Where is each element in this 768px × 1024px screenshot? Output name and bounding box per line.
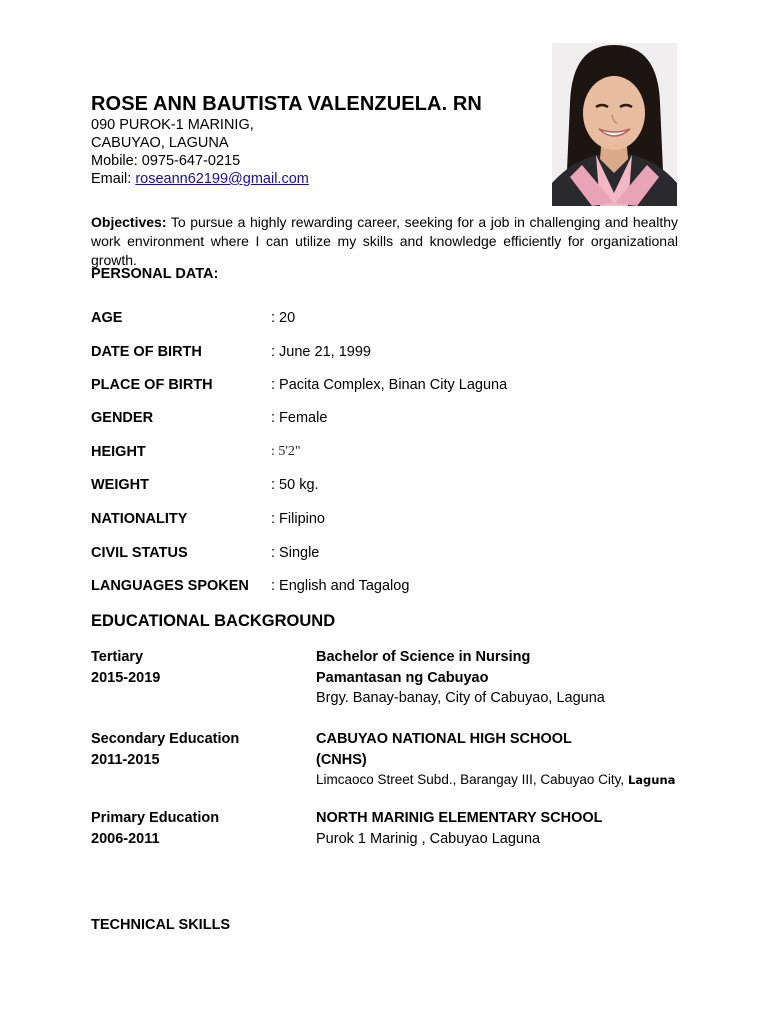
applicant-name: ROSE ANN BAUTISTA VALENZUELA. RN [91,93,482,115]
row-value: : 20 [271,310,296,326]
objectives-text: To pursue a highly rewarding career, seeking for a job in challenging and healthy work environment where I can utilize my skills and knowledge efficiently for organizational growth. [91,214,679,268]
school-address: Purok 1 Marinig , Cabuyao Laguna [316,830,541,847]
row-label: PLACE OF BIRTH [91,377,213,393]
secondary-detail-block [316,729,675,791]
primary-detail-block [316,808,603,849]
tertiary-detail-block [316,647,605,709]
row-value: : June 21, 1999 [271,344,371,360]
school-address: Brgy. Banay-banay, City of Cabuyao, Laguna [316,690,605,706]
row-value: : 50 kg. [271,477,319,493]
education-level: Primary Education [91,810,220,826]
primary-level-block [91,808,219,849]
school-name: Pamantasan ng Cabuyao [316,669,489,686]
row-value: : 5'2" [271,444,301,459]
school-address [316,770,675,791]
education-years: 2011-2015 [91,751,160,768]
personal-row-nationality [91,511,711,531]
row-label: CIVIL STATUS [91,545,188,561]
address-line-2: CABUYAO, LAGUNA [91,135,229,151]
personal-row-languages-spoken [91,578,711,598]
mobile-line [91,152,240,170]
mobile-number: 0975-647-0215 [141,153,241,169]
school-name: CABUYAO NATIONAL HIGH SCHOOL [316,731,572,747]
personal-row-date-of-birth [91,344,711,364]
school-address-tail: Laguna [627,773,676,787]
personal-data-heading: PERSONAL DATA: [91,266,219,282]
education-years: 2015-2019 [91,669,161,686]
profile-photo [552,43,677,206]
profile-photo-image [552,43,677,206]
personal-row-gender [91,410,711,430]
row-value: : Female [271,410,328,426]
objectives-label: Objectives: [91,214,167,230]
education-years: 2006-2011 [91,830,160,847]
email-link[interactable]: roseann62199@gmail.com [135,171,309,187]
school-name: NORTH MARINIG ELEMENTARY SCHOOL [316,810,603,826]
education-heading: EDUCATIONAL BACKGROUND [91,612,336,630]
row-label: NATIONALITY [91,511,188,527]
row-value: : Filipino [271,511,325,527]
degree: Bachelor of Science in Nursing [316,649,531,665]
education-level: Secondary Education [91,731,240,747]
mobile-label: Mobile: [91,153,138,169]
address-line-1: 090 PUROK-1 MARINIG, [91,117,254,133]
school-abbreviation: (CNHS) [316,751,367,768]
row-label: HEIGHT [91,444,146,460]
row-label: AGE [91,310,123,326]
education-level: Tertiary [91,649,144,665]
row-label: GENDER [91,410,154,426]
email-label: Email: [91,171,132,187]
technical-skills-heading: TECHNICAL SKILLS [91,917,231,933]
personal-row-weight [91,477,711,497]
row-value: : Pacita Complex, Binan City Laguna [271,377,508,393]
personal-row-height [91,444,711,464]
row-label: WEIGHT [91,477,149,493]
personal-row-civil-status [91,545,711,565]
tertiary-level-block [91,647,160,688]
row-label: LANGUAGES SPOKEN [91,578,249,594]
objectives-paragraph [91,213,678,270]
personal-row-age [91,310,711,330]
email-line [91,170,309,188]
row-value: : English and Tagalog [271,578,410,594]
secondary-level-block [91,729,239,770]
row-label: DATE OF BIRTH [91,344,202,360]
school-address-main: Limcaoco Street Subd., Barangay III, Cabuyao City, [316,772,625,787]
personal-row-place-of-birth [91,377,711,397]
row-value: : Single [271,545,320,561]
